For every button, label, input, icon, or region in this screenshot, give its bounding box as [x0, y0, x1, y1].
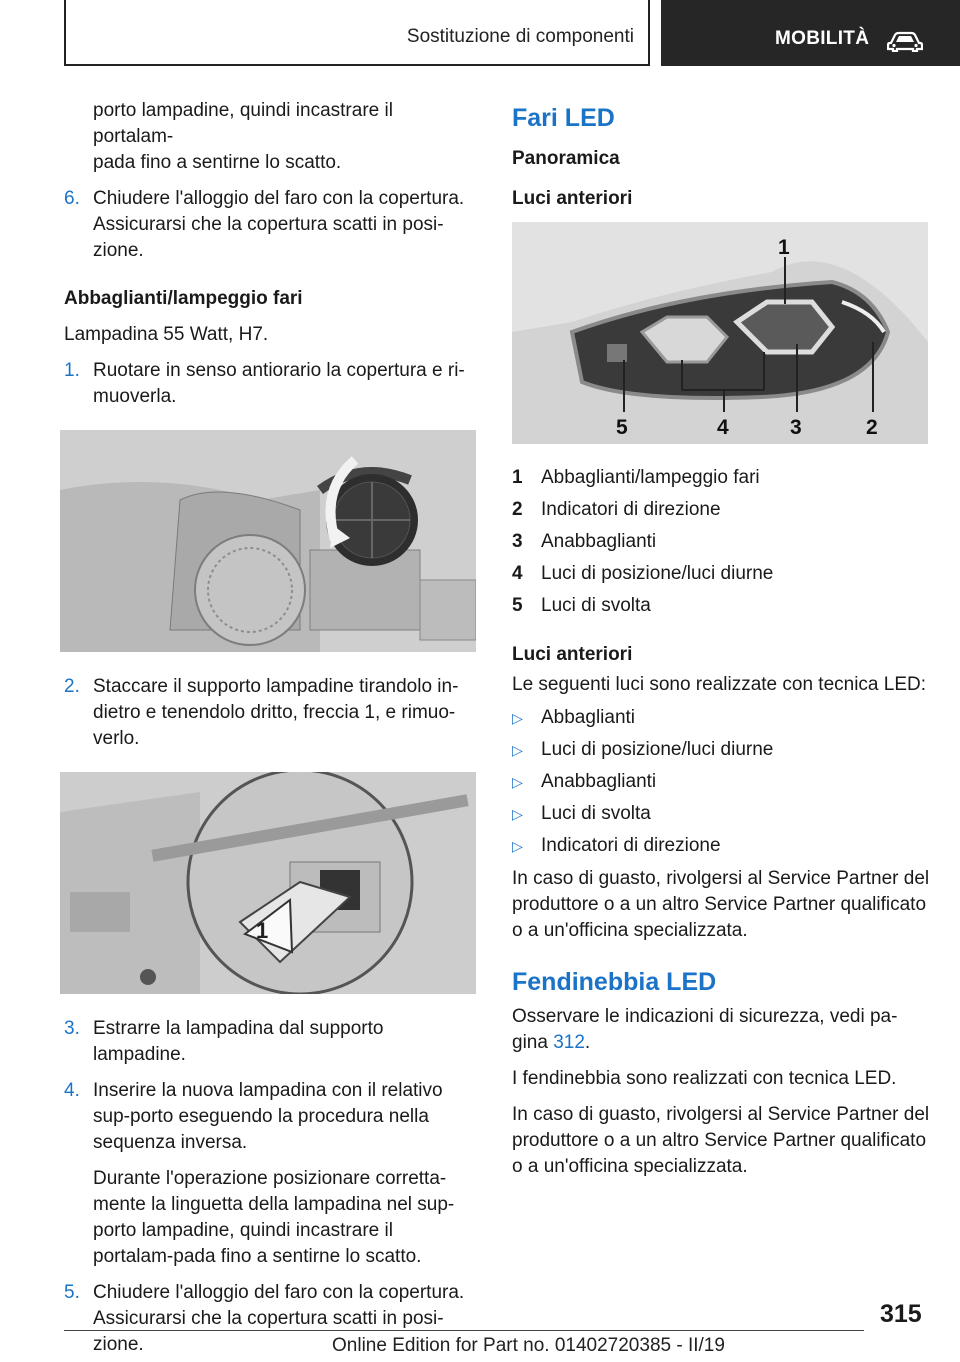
step-4-note: Durante l'operazione posizionare corretta-mente la linguetta della lampadina nel sup-porto lampadine, quindi incastrare il portalam-pada fino a sentirne lo scatto.	[93, 1168, 455, 1267]
step-1	[64, 358, 478, 410]
list-item: ▷ Luci di svolta	[512, 798, 930, 830]
chapter-header	[661, 0, 960, 66]
step-text: Estrarre la lampadina dal supporto lampadine.	[93, 1018, 384, 1065]
step-number: 2.	[64, 676, 80, 697]
page-reference-link[interactable]: 312	[553, 1032, 585, 1053]
section-title-fog-lights: Fendinebbia LED	[512, 968, 717, 996]
step-3	[64, 1016, 478, 1068]
step-6	[64, 186, 478, 264]
legend-list	[512, 462, 930, 622]
triangle-bullet-icon: ▷	[512, 806, 523, 822]
list-item: ▷ Indicatori di direzione	[512, 830, 930, 862]
subheading-overview: Panoramica	[512, 148, 620, 169]
step-number: 6.	[64, 188, 80, 209]
bulb-holder-image	[60, 772, 476, 994]
step-number: 4.	[64, 1080, 80, 1101]
triangle-bullet-icon: ▷	[512, 710, 523, 726]
step-4	[64, 1078, 478, 1156]
section-title-led-headlights: Fari LED	[512, 104, 615, 132]
step-number: 5.	[64, 1282, 80, 1303]
triangle-bullet-icon: ▷	[512, 838, 523, 854]
subheading-front-lights-2: Luci anteriori	[512, 644, 633, 665]
triangle-bullet-icon: ▷	[512, 742, 523, 758]
list-item: ▷ Luci di posizione/luci diurne	[512, 734, 930, 766]
section-title: Sostituzione di componenti	[406, 26, 634, 47]
callout-label: 2	[866, 416, 878, 439]
footer-divider	[64, 1330, 864, 1331]
right-column	[512, 98, 930, 1190]
callout-label: 3	[790, 416, 802, 439]
list-item: ▷ Anabbaglianti	[512, 766, 930, 798]
legend-item: 2 Indicatori di direzione	[512, 499, 721, 520]
subheading-high-beam: Abbaglianti/lampeggio fari	[64, 288, 303, 309]
chapter-title: MOBILITÀ	[775, 28, 870, 49]
edition-note: Online Edition for Part no. 01402720385 - II/19	[332, 1335, 725, 1356]
subheading-front-lights: Luci anteriori	[512, 188, 633, 209]
step-text: Inserire la nuova lampadina con il relativo sup-porto eseguendo la procedura nella sequenza inversa.	[93, 1080, 443, 1153]
legend-item: 1 Abbaglianti/lampeggio fari	[512, 467, 760, 488]
led-intro: Le seguenti luci sono realizzate con tecnica LED:	[512, 674, 927, 695]
led-list	[512, 702, 930, 862]
fog-safety-text: Osservare le indicazioni di sicurezza, vedi pa-gina 312.	[512, 1006, 898, 1053]
callout-label: 5	[616, 416, 628, 439]
legend-item: 4 Luci di posizione/luci diurne	[512, 563, 774, 584]
step-number: 3.	[64, 1018, 80, 1039]
step-text: Staccare il supporto lampadine tirandolo in-dietro e tenendolo dritto, freccia 1, e rimuo-verlo.	[93, 676, 459, 749]
step-number: 1.	[64, 360, 80, 381]
page-number: 315	[880, 1300, 922, 1328]
left-column	[64, 98, 478, 1362]
lamp-spec: Lampadina 55 Watt, H7.	[64, 324, 269, 345]
step-2	[64, 674, 478, 752]
callout-label: 4	[717, 416, 729, 439]
step-text: Chiudere l'alloggio del faro con la copertura. Assicurarsi che la copertura scatti in posi-zione.	[93, 1282, 465, 1355]
legend-item: 5 Luci di svolta	[512, 595, 651, 616]
legend-item: 3 Anabbaglianti	[512, 531, 657, 552]
list-item: ▷ Abbaglianti	[512, 702, 930, 734]
section-header	[64, 0, 650, 66]
failure-text: In caso di guasto, rivolgersi al Service Partner del produttore o a un altro Service Partner qualificato o a un'officina specializzata.	[512, 868, 930, 941]
car-icon	[887, 30, 923, 52]
intro-text: porto lampadine, quindi incastrare il portalam- pada fino a sentirne lo scatto.	[93, 100, 393, 173]
step-text: Chiudere l'alloggio del faro con la copertura. Assicurarsi che la copertura scatti in posi-zione.	[93, 188, 465, 261]
arrow-label: 1	[256, 918, 269, 943]
headlight-cover-image	[60, 430, 476, 652]
fog-led-text: I fendinebbia sono realizzati con tecnica LED.	[512, 1068, 897, 1089]
fog-failure-text: In caso di guasto, rivolgersi al Service Partner del produttore o a un altro Service Partner qualificato o a un'officina specializzata.	[512, 1104, 930, 1177]
led-headlight-image	[512, 222, 928, 444]
callout-label: 1	[778, 236, 790, 259]
step-text: Ruotare in senso antiorario la copertura e ri-muoverla.	[93, 360, 465, 407]
triangle-bullet-icon: ▷	[512, 774, 523, 790]
